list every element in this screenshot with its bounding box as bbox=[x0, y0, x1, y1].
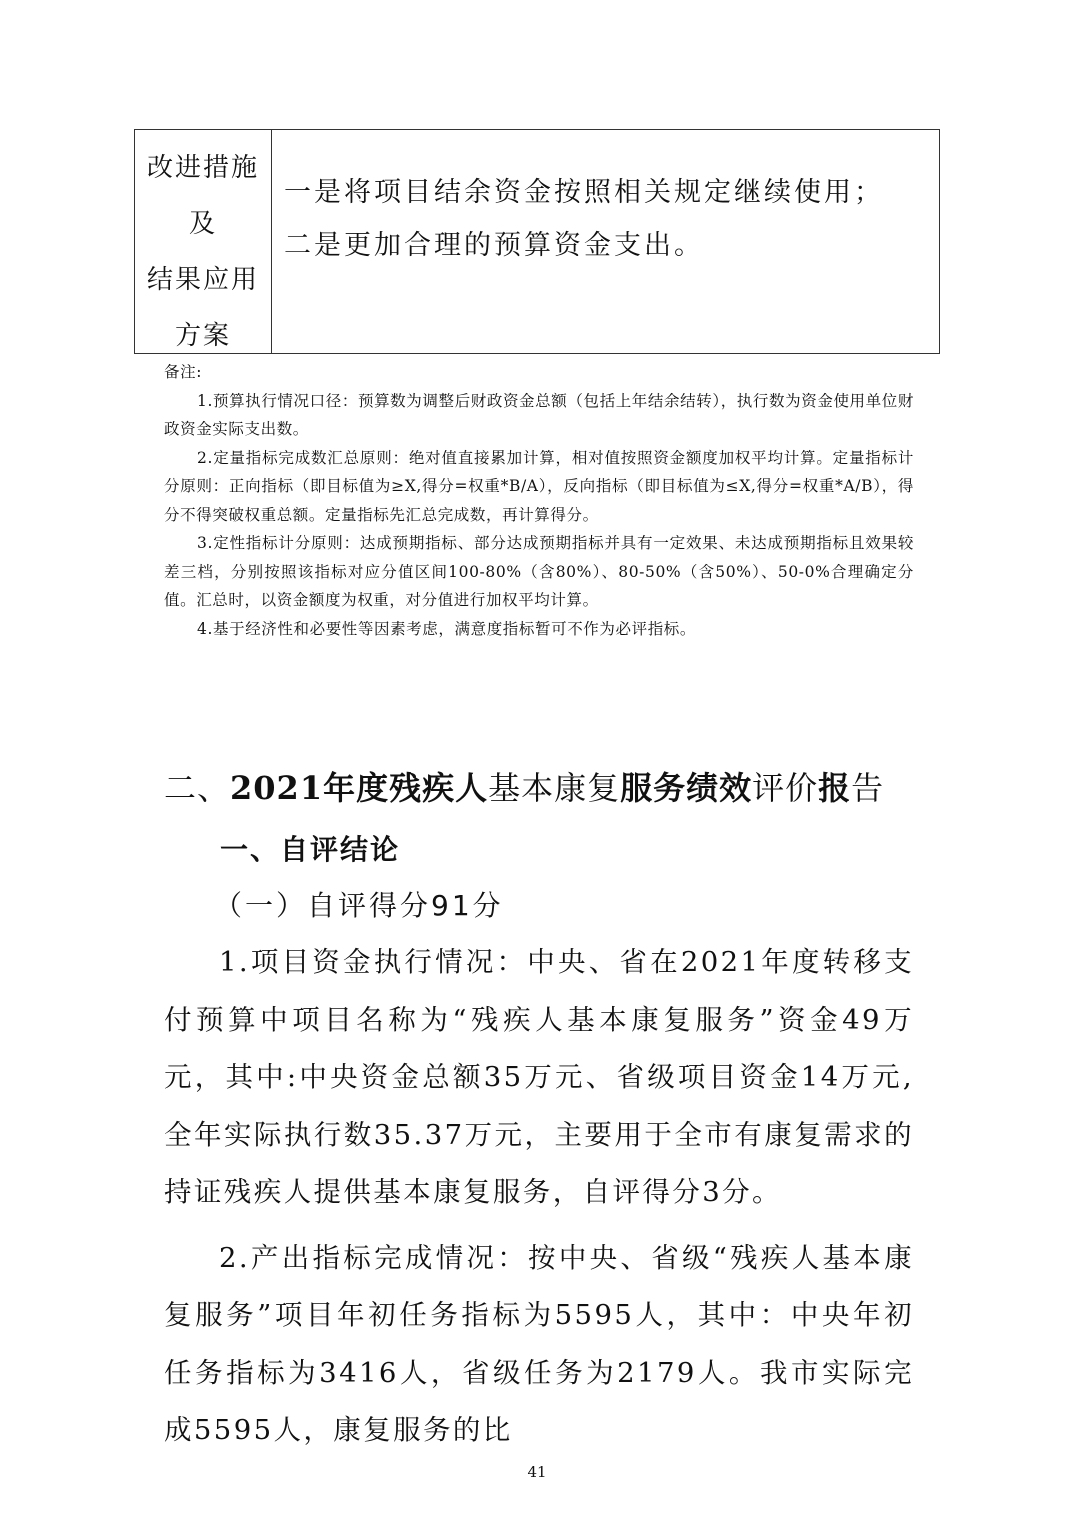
section-title-part: 评价 bbox=[752, 769, 819, 807]
heading-level-1: 一、自评结论 bbox=[220, 833, 401, 866]
note-item: 2.定量指标完成数汇总原则：绝对值直接累加计算，相对值按照资金额度加权平均计算。定量指标计分原则：正向指标（即目标值为≥X,得分=权重*B/A），反向指标（即目标值为≤X,得分=权重*A/B），得分不得突破权重总额。定量指标先汇总完成数，再计算得分。 bbox=[164, 448, 914, 524]
body-paragraph: 2.产出指标完成情况：按中央、省级“残疾人基本康复服务”项目年初任务指标为5595人，其中：中央年初任务指标为3416人，省级任务为2179人。我市实际完成5595人，康复服务的比 bbox=[164, 1241, 914, 1446]
table-label-cell bbox=[135, 130, 272, 353]
section-title-part: 报 bbox=[818, 769, 852, 807]
section-title-part: 2021年度残疾人 bbox=[230, 769, 489, 807]
table-label-line: 方案 bbox=[174, 321, 231, 351]
table-content-line: 二是更加合理的预算资金支出。 bbox=[284, 230, 704, 261]
section-title-part: 告 bbox=[851, 769, 885, 807]
body-paragraph: 1.项目资金执行情况：中央、省在2021年度转移支付预算中项目名称为“残疾人基本康复服务”资金49万元，其中:中央资金总额35万元、省级项目资金14万元,全年实际执行数35.37万元，主要用于全市有康复需求的持证残疾人提供基本康复服务，自评得分3分。 bbox=[164, 946, 914, 1208]
body-text bbox=[164, 934, 914, 1460]
notes-block bbox=[164, 358, 914, 643]
table-label-line: 及 bbox=[188, 209, 217, 239]
note-item: 4.基于经济性和必要性等因素考虑，满意度指标暂可不作为必评指标。 bbox=[197, 619, 696, 638]
note-item: 1.预算执行情况口径：预算数为调整后财政资金总额（包括上年结余结转），执行数为资金使用单位财政资金实际支出数。 bbox=[164, 391, 914, 438]
section-title-part: 二、 bbox=[164, 769, 231, 807]
table-label-line: 改进措施 bbox=[146, 153, 259, 183]
table-label-line: 结果应用 bbox=[146, 265, 259, 295]
improvement-table bbox=[134, 129, 940, 354]
section-title-part: 基本康复 bbox=[488, 769, 621, 807]
note-item: 3.定性指标计分原则：达成预期指标、部分达成预期指标并具有一定效果、未达成预期指标且效果较差三档，分别按照该指标对应分值区间100-80%（含80%）、80-50%（含50%）、50-0%合理确定分值。汇总时，以资金额度为权重，对分值进行加权平均计算。 bbox=[164, 534, 914, 609]
table-content-cell bbox=[272, 130, 939, 353]
section-title bbox=[164, 763, 884, 809]
table-content-line: 一是将项目结余资金按照相关规定继续使用； bbox=[284, 177, 884, 208]
notes-heading: 备注: bbox=[164, 363, 203, 381]
page-number: 41 bbox=[527, 1463, 547, 1481]
heading-level-2: （一）自评得分91分 bbox=[214, 889, 504, 922]
section-title-part: 服务绩效 bbox=[620, 769, 753, 807]
